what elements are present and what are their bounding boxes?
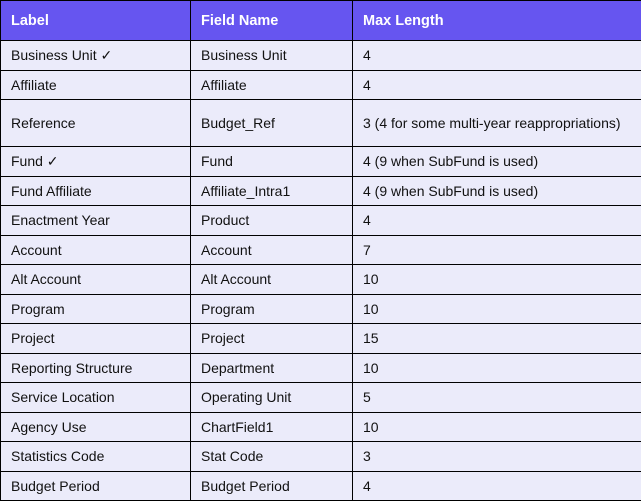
table-row: [1, 70, 641, 100]
cell-max-length: 3: [353, 442, 641, 472]
cell-max-length: 4: [353, 41, 641, 71]
cell-field-name: ChartField1: [191, 412, 353, 442]
cell-field-name: Operating Unit: [191, 383, 353, 413]
table-row: [1, 100, 641, 147]
table-row: [1, 471, 641, 501]
cell-field-name: Stat Code: [191, 442, 353, 472]
cell-max-length: 10: [353, 265, 641, 295]
cell-max-length: 15: [353, 324, 641, 354]
cell-label: Reference: [1, 100, 191, 147]
cell-max-length: 4: [353, 206, 641, 236]
cell-max-length: 5: [353, 383, 641, 413]
cell-field-name: Business Unit: [191, 41, 353, 71]
table-row: [1, 324, 641, 354]
table-row: [1, 265, 641, 295]
cell-max-length: 10: [353, 294, 641, 324]
cell-label: Reporting Structure: [1, 353, 191, 383]
cell-label: Enactment Year: [1, 206, 191, 236]
cell-label: Affiliate: [1, 70, 191, 100]
cell-field-name: Program: [191, 294, 353, 324]
cell-field-name: Alt Account: [191, 265, 353, 295]
cell-field-name: Project: [191, 324, 353, 354]
cell-max-length: 3 (4 for some multi-year reappropriations): [353, 100, 641, 147]
cell-max-length: 10: [353, 412, 641, 442]
table-row: [1, 442, 641, 472]
cell-label: Account: [1, 235, 191, 265]
table-row: [1, 41, 641, 71]
cell-field-name: Affiliate_Intra1: [191, 176, 353, 206]
cell-label: Agency Use: [1, 412, 191, 442]
column-header-max-length: Max Length: [353, 1, 641, 41]
cell-max-length: 7: [353, 235, 641, 265]
cell-label: Service Location: [1, 383, 191, 413]
cell-label: Budget Period: [1, 471, 191, 501]
cell-field-name: Account: [191, 235, 353, 265]
table-row: [1, 412, 641, 442]
table-header: [1, 1, 641, 41]
cell-max-length: 10: [353, 353, 641, 383]
cell-label: Alt Account: [1, 265, 191, 295]
cell-field-name: Affiliate: [191, 70, 353, 100]
column-header-label: Label: [1, 1, 191, 41]
cell-label: Business Unit ✓: [1, 41, 191, 71]
cell-max-length: 4 (9 when SubFund is used): [353, 147, 641, 177]
cell-label: Fund Affiliate: [1, 176, 191, 206]
cell-field-name: Product: [191, 206, 353, 236]
cell-field-name: Budget_Ref: [191, 100, 353, 147]
table-row: [1, 235, 641, 265]
header-row: [1, 1, 641, 41]
cell-max-length: 4: [353, 70, 641, 100]
cell-label: Program: [1, 294, 191, 324]
cell-field-name: Budget Period: [191, 471, 353, 501]
cell-field-name: Department: [191, 353, 353, 383]
table-row: [1, 176, 641, 206]
cell-label: Statistics Code: [1, 442, 191, 472]
cell-max-length: 4: [353, 471, 641, 501]
column-header-field-name: Field Name: [191, 1, 353, 41]
table-body: [1, 41, 641, 501]
table-row: [1, 383, 641, 413]
table-row: [1, 206, 641, 236]
cell-max-length: 4 (9 when SubFund is used): [353, 176, 641, 206]
table-row: [1, 147, 641, 177]
cell-label: Fund ✓: [1, 147, 191, 177]
cell-label: Project: [1, 324, 191, 354]
cell-field-name: Fund: [191, 147, 353, 177]
table-row: [1, 353, 641, 383]
table-row: [1, 294, 641, 324]
